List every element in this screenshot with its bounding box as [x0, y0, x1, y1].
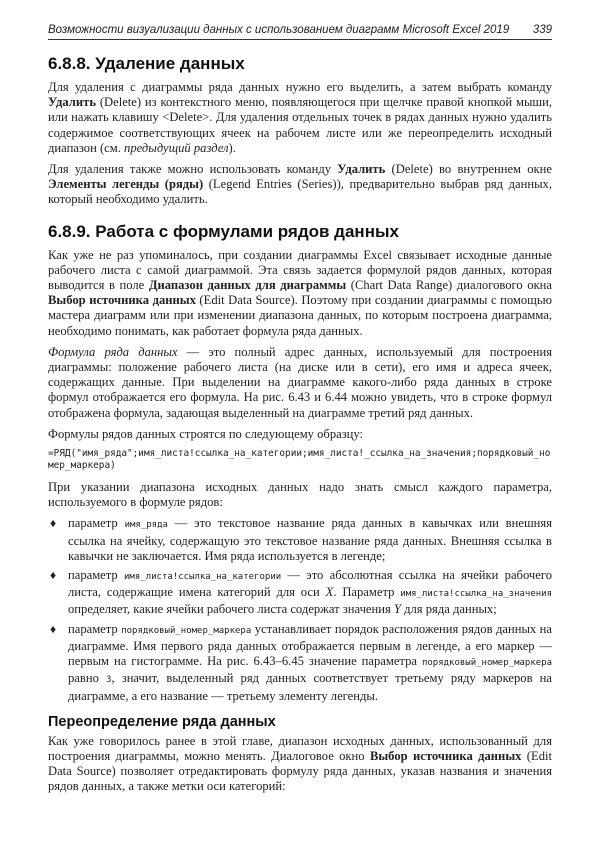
subsection-heading: Переопределение ряда данных	[48, 713, 276, 730]
paragraph: При указании диапазона исходных данных надо знать смысл каждого параметра, используемого в формуле рядов:	[48, 480, 552, 510]
diamond-bullet-icon: ♦	[50, 621, 57, 636]
list-item: ♦ параметр имя_листа!ссылка_на_категории — это абсолютная ссылка на ячейки рабочего листа, содержащие имена категорий для оси X. Параметр имя_листа!ссылка_на_значения определяет, какие ячейки рабочего листа содержат значения Y для ряда данных;	[50, 568, 552, 617]
list-item: ♦ параметр порядковый_номер_маркера устанавливает порядок расположения рядов данных на диаграмме. Имя первого ряда данных отображается первым в легенде, а его маркер — первым на гистограмме. На рис. 6.43–6.45 значение параметра порядковый_номер_маркера равно 3, значит, выделенный ряд данных соответствует третьему ряду маркеров на диаграмме, а его название — третьему элементу легенды.	[50, 621, 552, 703]
paragraph: Как уже не раз упоминалось, при создании диаграммы Excel связывает исходные данные рабочего листа с самой диаграммой. Эта связь задается формулой рядов данных, которая выводится в поле Диапазон данных для диаграммы (Chart Data Range) диалогового окна Выбор источника данных (Edit Data Source). Поэтому при создании диаграммы с помощью мастера диаграмм или при изменении диапазона данных, по которым построена диаграмма, необходимо понимать, как работает формула ряда данных.	[48, 247, 553, 338]
paragraph: Для удаления с диаграммы ряда данных нужно его выделить, а затем выбрать команду Удалить (Delete) из контекстного меню, появляющегося при щелчке правой кнопкой мыши, или нажать клавишу <Delete>. Для удаления отдельных точек в рядах данных нужно удалить содержимое соответствующих ячеек на рабочем листе или же переопределить исходный диапазон (см. предыдущий раздел).	[48, 80, 552, 155]
parameter-list	[48, 516, 552, 703]
paragraph: Формулы рядов данных строятся по следующему образцу:	[48, 426, 364, 441]
list-item: ♦ параметр имя_ряда — это текстовое название ряда данных в кавычках или внешняя ссылка на ячейку, содержащую это текстовое название ряда данных. Внешняя ссылка в кавычки не заключается. Имя ряда используется в легенде;	[50, 516, 552, 563]
running-header-title: Возможности визуализации данных с использованием диаграмм Microsoft Excel 2019	[48, 24, 510, 36]
running-header	[48, 24, 552, 40]
section-heading-6-8-8: 6.8.8. Удаление данных	[48, 54, 245, 73]
paragraph: Для удаления также можно использовать команду Удалить (Delete) во внутреннем окне Элементы легенды (ряды) (Legend Entries (Series)), предварительно выбрав ряд данных, который необходимо удалить.	[48, 162, 553, 207]
section-heading-6-8-9: 6.8.9. Работа с формулами рядов данных	[48, 221, 399, 241]
page-number: 339	[532, 24, 552, 36]
paragraph: Формула ряда данных — это полный адрес данных, используемый для построения диаграммы: положение рабочего листа (на диске или в сети), его имя и адреса ячеек, содержащих данные. При выделении на диаграмме какого-либо ряда данных в строке формул отображается его формула. На рис. 6.43 и 6.44 можно увидеть, что в строке формул отображена формула, задающая выделенный на диаграмме третий ряд данных.	[48, 344, 553, 420]
series-formula-example: =РЯД("имя_ряда";имя_листа!ссылка_на_категории;имя_листа!_ссылка_на_значения;порядковый_номер_маркера)	[48, 448, 551, 472]
diamond-bullet-icon: ♦	[50, 516, 57, 531]
paragraph: Как уже говорилось ранее в этой главе, диапазон исходных данных, использованный для построения диаграммы, можно менять. Диалоговое окно Выбор источника данных (Edit Data Source) позволяет отредактировать формулу ряда данных, указав названия и значения рядов данных, а также метки оси категорий:	[48, 733, 552, 794]
diamond-bullet-icon: ♦	[50, 568, 57, 583]
